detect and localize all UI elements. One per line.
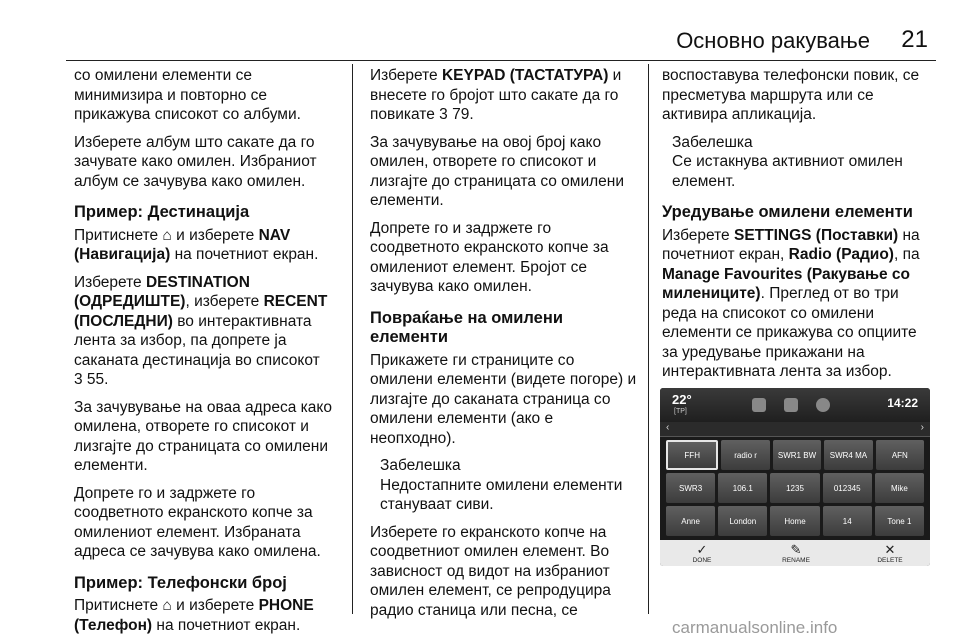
screen-status-bar <box>660 388 930 422</box>
paragraph: Изберете KEYPAD (ТАСТАТУРА) и внесете го бројот што сакате да го повикате 3 79. <box>370 67 622 123</box>
rename-icon: ✎ <box>790 542 802 557</box>
done-icon: ✓ <box>696 542 708 557</box>
note-title: Забелешка <box>380 457 461 474</box>
paragraph: Притиснете ⌂ и изберете NAV (Навигација) на почетниот екран. <box>74 226 319 263</box>
favourites-page-bar <box>660 422 930 437</box>
interaction-selector-bar <box>660 540 930 566</box>
page-reference: 3 55. <box>74 371 109 388</box>
paragraph: За зачувување на оваа адреса како омилена, отворете го списокот и лизгајте до страницата со омилени елементи. <box>74 398 332 474</box>
favourites-row <box>666 506 924 536</box>
paragraph: Изберете DESTINATION (ОДРЕДИШТЕ), изберете RECENT (ПОСЛЕДНИ) во интерактивната лента за избор, па допрете ја саканата дестинација во списокот 3 55. <box>74 273 328 388</box>
favourite-button[interactable]: FFH <box>666 440 718 470</box>
column-1 <box>74 66 344 643</box>
delete-icon: ✕ <box>884 542 896 557</box>
paragraph: Допрете го и задржете го соодветното екранското копче за омилениот елемент. Бројот се зачувува како омилен. <box>370 219 609 295</box>
favourites-row <box>666 440 924 470</box>
running-header: Основно ракување <box>676 28 870 53</box>
paragraph: За зачувување на овој број како омилен, отворете го списокот и лизгајте до страницата со омилени елементи. <box>370 133 624 209</box>
paragraph: Притиснете ⌂ и изберете PHONE (Телефон) на почетниот екран. <box>74 597 314 634</box>
header-rule <box>66 60 936 61</box>
action-label: DELETE <box>877 557 903 564</box>
paragraph: Прикажете ги страниците со омилени елементи (видете погоре) и лизгајте до саканата страница со омилени елементи (ако е неопходно). <box>370 351 637 447</box>
action-label: DONE <box>692 557 712 564</box>
heading-example-phone: Пример: Телефонски број <box>74 573 287 592</box>
info-icon <box>816 398 830 412</box>
favourite-button[interactable]: 14 <box>823 506 872 536</box>
paragraph: воспоставува телефонски повик, се пресметува маршрута или се активира апликација. <box>662 67 920 123</box>
note-text: Се истакнува активниот омилен елемент. <box>672 153 903 190</box>
tp-indicator: [TP] <box>674 408 687 415</box>
media-icon <box>752 398 766 412</box>
done-button[interactable] <box>682 543 722 564</box>
chevron-right-icon[interactable]: › <box>920 422 924 433</box>
home-icon: ⌂ <box>162 226 172 244</box>
favourites-row <box>666 473 924 503</box>
favourite-button[interactable]: SWR3 <box>666 473 715 503</box>
favourite-button[interactable]: 012345 <box>823 473 872 503</box>
column-2 <box>370 66 638 628</box>
favourite-button[interactable]: SWR4 MA <box>824 440 872 470</box>
note-box <box>370 456 638 515</box>
watermark: carmanualsonline.info <box>672 618 838 637</box>
paragraph: Изберете албум што сакате да го зачувате како омилен. Избраниот албум се зачувува како омилен. <box>74 133 317 190</box>
paragraph: Изберете го екранското копче на соодветниот омилен елемент. Во зависност од видот на избраниот омилен елемент, се репродуцира радио станица или песна, се <box>370 523 611 619</box>
phone-icon <box>784 398 798 412</box>
favourite-button[interactable]: Anne <box>666 506 715 536</box>
note-box <box>662 133 934 192</box>
home-icon: ⌂ <box>162 597 172 614</box>
page-reference: 3 79. <box>439 106 474 123</box>
heading-recall-favourites: Повраќање на омилени елементи <box>370 308 563 346</box>
favourite-button[interactable]: 1235 <box>770 473 819 503</box>
note-title: Забелешка <box>672 133 753 151</box>
favourites-grid <box>666 440 924 539</box>
heading-edit-favourites: Уредување омилени елементи <box>662 203 913 221</box>
action-label: RENAME <box>782 557 810 564</box>
note-text: Недостапните омилени елементи стануваат сиви. <box>380 476 623 513</box>
clock: 14:22 <box>887 396 918 410</box>
heading-example-destination: Пример: Дестинација <box>74 203 250 221</box>
favourite-button[interactable]: Home <box>770 506 819 536</box>
temperature: 22° <box>672 392 692 407</box>
column-divider <box>352 64 353 614</box>
favourite-button[interactable]: SWR1 BW <box>773 440 821 470</box>
rename-button[interactable] <box>776 543 816 564</box>
column-3 <box>662 66 934 390</box>
favourites-screen-illustration <box>660 388 930 566</box>
delete-button[interactable] <box>870 543 910 564</box>
column-divider <box>648 64 649 614</box>
favourite-button[interactable]: AFN <box>876 440 924 470</box>
favourite-button[interactable]: 106.1 <box>718 473 767 503</box>
favourite-button[interactable]: Mike <box>875 473 924 503</box>
paragraph: Допрете го и задржете го соодветното екранското копче за омилениот елемент. Избраната адреса се зачувува како омилена. <box>74 484 321 560</box>
favourite-button[interactable]: radio r <box>721 440 769 470</box>
favourite-button[interactable]: Tone 1 <box>875 506 924 536</box>
paragraph: Изберете SETTINGS (Поставки) на почетниот екран, Radio (Радио), па Manage Favourites (Ракување со милениците). Преглед от во три реда на списокот со омилени елементи се прикажува со опциите за уредување прикажани на интерактивната лента за избор. <box>662 226 920 380</box>
paragraph: со омилени елементи се минимизира и повторно се прикажува списокот со албуми. <box>74 67 301 123</box>
page-number: 21 <box>901 26 928 53</box>
chevron-left-icon[interactable]: ‹ <box>666 422 670 433</box>
favourite-button[interactable]: London <box>718 506 767 536</box>
